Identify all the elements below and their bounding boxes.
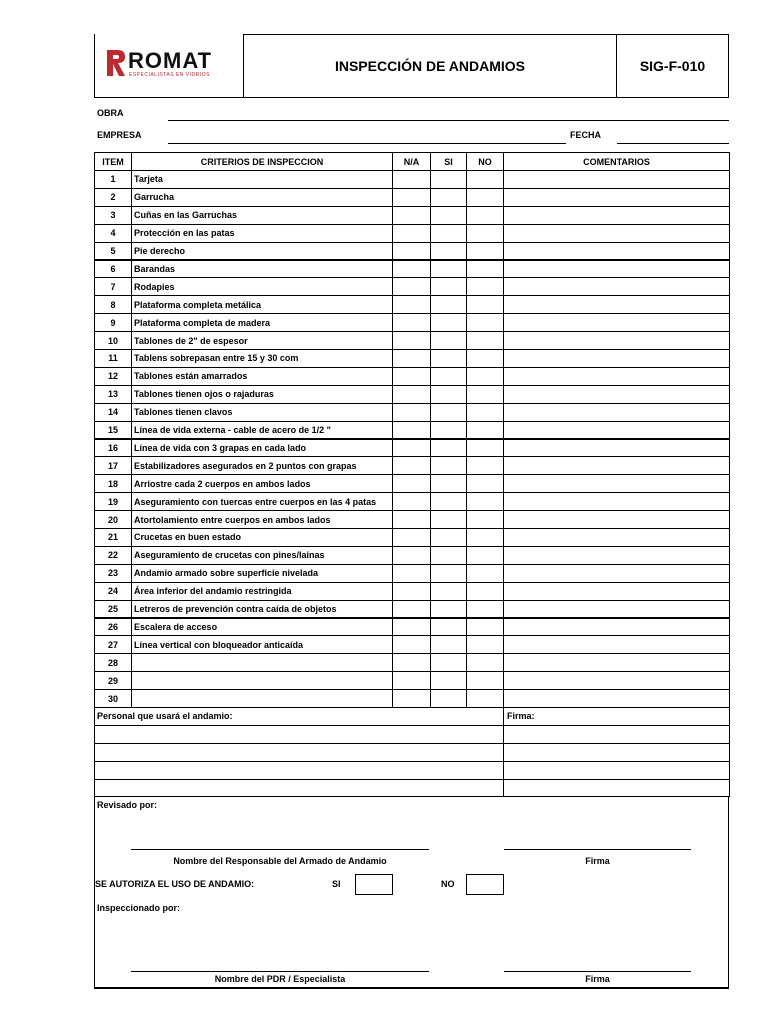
no-cell[interactable] bbox=[466, 671, 504, 690]
no-cell[interactable] bbox=[466, 546, 504, 565]
revisado-label: Revisado por: bbox=[97, 800, 158, 810]
firma-caption: Firma bbox=[585, 856, 610, 866]
item-number: 14 bbox=[94, 403, 132, 422]
comentarios-cell[interactable] bbox=[503, 653, 730, 672]
header-comentarios: COMENTARIOS bbox=[503, 152, 730, 171]
empresa-label: EMPRESA bbox=[97, 130, 142, 140]
comentarios-cell[interactable] bbox=[503, 224, 730, 243]
obra-field[interactable] bbox=[168, 120, 729, 121]
personal-firma-row[interactable] bbox=[503, 725, 730, 744]
na-cell[interactable] bbox=[392, 206, 431, 225]
personal-firma-row[interactable] bbox=[503, 779, 730, 798]
na-cell[interactable] bbox=[392, 671, 431, 690]
header-na: N/A bbox=[392, 152, 431, 171]
item-number: 9 bbox=[94, 313, 132, 332]
comentarios-cell[interactable] bbox=[503, 564, 730, 583]
personal-firma-row[interactable] bbox=[503, 743, 730, 762]
comentarios-cell[interactable] bbox=[503, 635, 730, 654]
na-cell[interactable] bbox=[392, 385, 431, 404]
criterio-text: Letreros de prevención contra caída de objetos bbox=[131, 600, 393, 619]
si-cell[interactable] bbox=[430, 635, 467, 654]
si-cell[interactable] bbox=[430, 653, 467, 672]
header-item: ITEM bbox=[94, 152, 132, 171]
review-section bbox=[94, 796, 729, 989]
no-cell[interactable] bbox=[466, 313, 504, 332]
item-number: 19 bbox=[94, 492, 132, 511]
firma-signature-line[interactable] bbox=[504, 849, 691, 850]
si-cell[interactable] bbox=[430, 313, 467, 332]
responsable-signature-line[interactable] bbox=[131, 849, 429, 850]
no-cell[interactable] bbox=[466, 242, 504, 261]
item-number: 11 bbox=[94, 349, 132, 368]
no-cell[interactable] bbox=[466, 474, 504, 493]
na-cell[interactable] bbox=[392, 689, 431, 708]
si-cell[interactable] bbox=[430, 510, 467, 529]
personal-firma-row[interactable] bbox=[503, 761, 730, 780]
no-cell[interactable] bbox=[466, 689, 504, 708]
si-cell[interactable] bbox=[430, 439, 467, 458]
na-cell[interactable] bbox=[392, 653, 431, 672]
si-cell[interactable] bbox=[430, 618, 467, 637]
item-number: 7 bbox=[94, 277, 132, 296]
na-cell[interactable] bbox=[392, 331, 431, 350]
item-number: 28 bbox=[94, 653, 132, 672]
comentarios-cell[interactable] bbox=[503, 242, 730, 261]
item-number: 6 bbox=[94, 260, 132, 279]
criterio-text: Tarjeta bbox=[131, 170, 393, 189]
no-cell[interactable] bbox=[466, 367, 504, 386]
personal-name-row[interactable] bbox=[94, 725, 504, 744]
si-cell[interactable] bbox=[430, 367, 467, 386]
obra-label: OBRA bbox=[97, 108, 124, 118]
no-cell[interactable] bbox=[466, 224, 504, 243]
na-cell[interactable] bbox=[392, 618, 431, 637]
comentarios-cell[interactable] bbox=[503, 439, 730, 458]
form-title: INSPECCIÓN DE ANDAMIOS bbox=[243, 34, 617, 98]
comentarios-cell[interactable] bbox=[503, 385, 730, 404]
criterio-text bbox=[131, 689, 393, 708]
criterio-text: Tablens sobrepasan entre 15 y 30 com bbox=[131, 349, 393, 368]
si-cell[interactable] bbox=[430, 277, 467, 296]
si-cell[interactable] bbox=[430, 295, 467, 314]
comentarios-cell[interactable] bbox=[503, 349, 730, 368]
comentarios-cell[interactable] bbox=[503, 474, 730, 493]
criterio-text: Línea de vida externa - cable de acero de 1/2 " bbox=[131, 421, 393, 440]
criterio-text: Aseguramiento de crucetas con pines/lainas bbox=[131, 546, 393, 565]
item-number: 8 bbox=[94, 295, 132, 314]
si-cell[interactable] bbox=[430, 331, 467, 350]
comentarios-cell[interactable] bbox=[503, 600, 730, 619]
no-cell[interactable] bbox=[466, 260, 504, 279]
pdr-caption: Nombre del PDR / Especialista bbox=[214, 974, 346, 984]
item-number: 16 bbox=[94, 439, 132, 458]
comentarios-cell[interactable] bbox=[503, 618, 730, 637]
header-criterio: CRITERIOS DE INSPECCION bbox=[131, 152, 393, 171]
no-cell[interactable] bbox=[466, 618, 504, 637]
item-number: 5 bbox=[94, 242, 132, 261]
si-cell[interactable] bbox=[430, 564, 467, 583]
item-number: 3 bbox=[94, 206, 132, 225]
item-number: 24 bbox=[94, 582, 132, 601]
item-number: 18 bbox=[94, 474, 132, 493]
criterio-text: Tablones están amarrados bbox=[131, 367, 393, 386]
si-cell[interactable] bbox=[430, 546, 467, 565]
personal-name-row[interactable] bbox=[94, 779, 504, 798]
comentarios-cell[interactable] bbox=[503, 367, 730, 386]
item-number: 15 bbox=[94, 421, 132, 440]
criterio-text bbox=[131, 653, 393, 672]
si-cell[interactable] bbox=[430, 582, 467, 601]
criterio-text: Atortolamiento entre cuerpos en ambos lados bbox=[131, 510, 393, 529]
autoriza-si-checkbox[interactable] bbox=[355, 874, 393, 895]
no-cell[interactable] bbox=[466, 277, 504, 296]
company-logo-text: ROMAT bbox=[128, 48, 213, 73]
firma-signature-line-2[interactable] bbox=[504, 971, 691, 972]
criterio-text: Arriostre cada 2 cuerpos en ambos lados bbox=[131, 474, 393, 493]
no-cell[interactable] bbox=[466, 653, 504, 672]
comentarios-cell[interactable] bbox=[503, 170, 730, 189]
si-cell[interactable] bbox=[430, 492, 467, 511]
si-cell[interactable] bbox=[430, 528, 467, 547]
no-cell[interactable] bbox=[466, 188, 504, 207]
comentarios-cell[interactable] bbox=[503, 313, 730, 332]
item-number: 25 bbox=[94, 600, 132, 619]
criterio-text: Aseguramiento con tuercas entre cuerpos en las 4 patas bbox=[131, 492, 393, 511]
personal-firma-label: Firma: bbox=[503, 707, 730, 726]
na-cell[interactable] bbox=[392, 170, 431, 189]
si-cell[interactable] bbox=[430, 260, 467, 279]
header-no: NO bbox=[466, 152, 504, 171]
no-cell[interactable] bbox=[466, 349, 504, 368]
item-number: 4 bbox=[94, 224, 132, 243]
no-cell[interactable] bbox=[466, 635, 504, 654]
comentarios-cell[interactable] bbox=[503, 689, 730, 708]
item-number: 13 bbox=[94, 385, 132, 404]
autoriza-label: SE AUTORIZA EL USO DE ANDAMIO: bbox=[95, 879, 255, 889]
na-cell[interactable] bbox=[392, 242, 431, 261]
personal-label: Personal que usará el andamio: bbox=[94, 707, 504, 726]
comentarios-cell[interactable] bbox=[503, 188, 730, 207]
na-cell[interactable] bbox=[392, 277, 431, 296]
na-cell[interactable] bbox=[392, 224, 431, 243]
responsable-caption: Nombre del Responsable del Armado de Andamio bbox=[173, 856, 387, 866]
na-cell[interactable] bbox=[392, 403, 431, 422]
no-cell[interactable] bbox=[466, 206, 504, 225]
si-cell[interactable] bbox=[430, 349, 467, 368]
item-number: 17 bbox=[94, 456, 132, 475]
na-cell[interactable] bbox=[392, 510, 431, 529]
criterio-text: Cuñas en las Garruchas bbox=[131, 206, 393, 225]
na-cell[interactable] bbox=[392, 474, 431, 493]
no-cell[interactable] bbox=[466, 331, 504, 350]
item-number: 12 bbox=[94, 367, 132, 386]
criterio-text: Tablones tienen ojos o rajaduras bbox=[131, 385, 393, 404]
si-cell[interactable] bbox=[430, 170, 467, 189]
inspeccionado-label: Inspeccionado por: bbox=[97, 903, 181, 913]
item-number: 21 bbox=[94, 528, 132, 547]
comentarios-cell[interactable] bbox=[503, 510, 730, 529]
comentarios-cell[interactable] bbox=[503, 331, 730, 350]
si-cell[interactable] bbox=[430, 403, 467, 422]
no-cell[interactable] bbox=[466, 492, 504, 511]
na-cell[interactable] bbox=[392, 635, 431, 654]
criterio-text: Pie derecho bbox=[131, 242, 393, 261]
no-cell[interactable] bbox=[466, 421, 504, 440]
no-cell[interactable] bbox=[466, 510, 504, 529]
autoriza-no-label: NO bbox=[441, 879, 455, 889]
form-code: SIG-F-010 bbox=[616, 34, 729, 98]
na-cell[interactable] bbox=[392, 188, 431, 207]
criterio-text: Línea de vida con 3 grapas en cada lado bbox=[131, 439, 393, 458]
no-cell[interactable] bbox=[466, 439, 504, 458]
item-number: 26 bbox=[94, 618, 132, 637]
no-cell[interactable] bbox=[466, 403, 504, 422]
si-cell[interactable] bbox=[430, 600, 467, 619]
no-cell[interactable] bbox=[466, 528, 504, 547]
personal-name-row[interactable] bbox=[94, 743, 504, 762]
na-cell[interactable] bbox=[392, 564, 431, 583]
na-cell[interactable] bbox=[392, 582, 431, 601]
no-cell[interactable] bbox=[466, 600, 504, 619]
no-cell[interactable] bbox=[466, 385, 504, 404]
na-cell[interactable] bbox=[392, 546, 431, 565]
pdr-signature-line[interactable] bbox=[131, 971, 429, 972]
criterio-text: Estabilizadores asegurados en 2 puntos con grapas bbox=[131, 456, 393, 475]
no-cell[interactable] bbox=[466, 582, 504, 601]
no-cell[interactable] bbox=[466, 456, 504, 475]
na-cell[interactable] bbox=[392, 600, 431, 619]
na-cell[interactable] bbox=[392, 421, 431, 440]
item-number: 27 bbox=[94, 635, 132, 654]
si-cell[interactable] bbox=[430, 385, 467, 404]
criterio-text: Garrucha bbox=[131, 188, 393, 207]
item-number: 30 bbox=[94, 689, 132, 708]
criterio-text: Plataforma completa metálica bbox=[131, 295, 393, 314]
comentarios-cell[interactable] bbox=[503, 421, 730, 440]
criterio-text: Crucetas en buen estado bbox=[131, 528, 393, 547]
si-cell[interactable] bbox=[430, 456, 467, 475]
si-cell[interactable] bbox=[430, 206, 467, 225]
comentarios-cell[interactable] bbox=[503, 492, 730, 511]
na-cell[interactable] bbox=[392, 349, 431, 368]
item-number: 22 bbox=[94, 546, 132, 565]
criterio-text: Protección en las patas bbox=[131, 224, 393, 243]
na-cell[interactable] bbox=[392, 492, 431, 511]
criterio-text: Andamio armado sobre superficie nivelada bbox=[131, 564, 393, 583]
header-si: SI bbox=[430, 152, 467, 171]
criterio-text: Barandas bbox=[131, 260, 393, 279]
criterio-text: Escalera de acceso bbox=[131, 618, 393, 637]
item-number: 23 bbox=[94, 564, 132, 583]
comentarios-cell[interactable] bbox=[503, 582, 730, 601]
comentarios-cell[interactable] bbox=[503, 403, 730, 422]
no-cell[interactable] bbox=[466, 564, 504, 583]
item-number: 20 bbox=[94, 510, 132, 529]
na-cell[interactable] bbox=[392, 313, 431, 332]
na-cell[interactable] bbox=[392, 456, 431, 475]
criterio-text: Plataforma completa de madera bbox=[131, 313, 393, 332]
comentarios-cell[interactable] bbox=[503, 260, 730, 279]
item-number: 29 bbox=[94, 671, 132, 690]
item-number: 2 bbox=[94, 188, 132, 207]
comentarios-cell[interactable] bbox=[503, 546, 730, 565]
criterio-text: Área inferior del andamio restringida bbox=[131, 582, 393, 601]
comentarios-cell[interactable] bbox=[503, 295, 730, 314]
si-cell[interactable] bbox=[430, 671, 467, 690]
romat-logo-icon bbox=[105, 48, 127, 78]
autoriza-no-checkbox[interactable] bbox=[466, 874, 504, 895]
fecha-field[interactable] bbox=[617, 143, 729, 144]
si-cell[interactable] bbox=[430, 474, 467, 493]
na-cell[interactable] bbox=[392, 528, 431, 547]
item-number: 1 bbox=[94, 170, 132, 189]
si-cell[interactable] bbox=[430, 242, 467, 261]
na-cell[interactable] bbox=[392, 439, 431, 458]
si-cell[interactable] bbox=[430, 188, 467, 207]
no-cell[interactable] bbox=[466, 170, 504, 189]
comentarios-cell[interactable] bbox=[503, 528, 730, 547]
item-number: 10 bbox=[94, 331, 132, 350]
criterio-text: Rodapies bbox=[131, 277, 393, 296]
comentarios-cell[interactable] bbox=[503, 277, 730, 296]
no-cell[interactable] bbox=[466, 295, 504, 314]
autoriza-si-label: SI bbox=[332, 879, 341, 889]
criterio-text: Tablones de 2" de espesor bbox=[131, 331, 393, 350]
na-cell[interactable] bbox=[392, 367, 431, 386]
company-logo-subtitle: ESPECIALISTAS EN VIDRIOS bbox=[129, 72, 210, 78]
criterio-text: Tablones tienen clavos bbox=[131, 403, 393, 422]
criterio-text: Línea vertical con bloqueador anticaída bbox=[131, 635, 393, 654]
na-cell[interactable] bbox=[392, 260, 431, 279]
si-cell[interactable] bbox=[430, 224, 467, 243]
empresa-field[interactable] bbox=[168, 143, 566, 144]
na-cell[interactable] bbox=[392, 295, 431, 314]
fecha-label: FECHA bbox=[570, 130, 601, 140]
si-cell[interactable] bbox=[430, 689, 467, 708]
si-cell[interactable] bbox=[430, 421, 467, 440]
comentarios-cell[interactable] bbox=[503, 671, 730, 690]
comentarios-cell[interactable] bbox=[503, 456, 730, 475]
personal-name-row[interactable] bbox=[94, 761, 504, 780]
comentarios-cell[interactable] bbox=[503, 206, 730, 225]
firma-caption-2: Firma bbox=[585, 974, 610, 984]
criterio-text bbox=[131, 671, 393, 690]
